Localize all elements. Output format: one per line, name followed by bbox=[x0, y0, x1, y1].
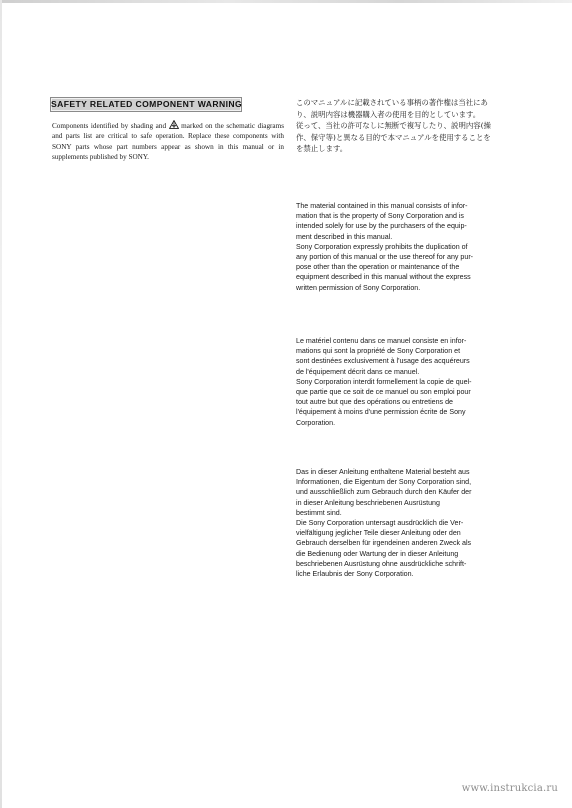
ground-warning-icon bbox=[169, 120, 179, 129]
japanese-line: このマニュアルに記載されている事柄の著作権は当社にあ bbox=[296, 98, 488, 107]
french-copyright-notice bbox=[296, 336, 528, 428]
french-line: que partie que ce soit de ce manuel ou son emploi pour bbox=[296, 388, 471, 397]
english-line: ment described in this manual. bbox=[296, 232, 393, 241]
english-line: written permission of Sony Corporation. bbox=[296, 283, 421, 292]
french-line: Le matériel contenu dans ce manuel consiste en infor- bbox=[296, 337, 467, 345]
german-line: Informationen, die Eigentum der Sony Corporation sind, bbox=[296, 478, 472, 487]
english-line: any portion of this manual or the use thereof for any pur- bbox=[296, 253, 474, 262]
french-line: sont destinées exclusivement à l'usage des acquéreurs bbox=[296, 357, 470, 366]
german-line: beschriebenen Ausrüstung ohne ausdrückliche schrift- bbox=[296, 559, 467, 568]
german-copyright-notice bbox=[296, 467, 528, 579]
english-line: intended solely for use by the purchasers of the equip- bbox=[296, 222, 467, 231]
english-line: mation that is the property of Sony Corporation and is bbox=[296, 212, 464, 221]
french-line: l'équipement à moins d'une permission écrite de Sony bbox=[296, 408, 466, 417]
safety-warning-text bbox=[52, 120, 284, 163]
japanese-line: 従って、当社の許可なしに無断で複写したり、説明内容(操 bbox=[296, 121, 491, 131]
german-line: bestimmt sind. bbox=[296, 508, 342, 517]
german-line: vielfältigung jeglicher Teile dieser Anleitung oder den bbox=[296, 529, 461, 538]
german-line: die Bedienung oder Wartung der in dieser Anleitung bbox=[296, 549, 459, 558]
french-line: mations qui sont la propriété de Sony Corporation et bbox=[296, 347, 461, 356]
french-line: tout autre but que des opérations ou entretiens de bbox=[296, 398, 453, 407]
japanese-line: 作、保守等)と異なる目的で本マニュアルを使用することを bbox=[296, 132, 491, 142]
safety-warning-label: SAFETY RELATED COMPONENT WARNING bbox=[50, 97, 242, 112]
english-line: The material contained in this manual consists of infor- bbox=[296, 202, 468, 210]
french-line: Corporation. bbox=[296, 418, 336, 427]
german-line: Das in dieser Anleitung enthaltene Material besteht aus bbox=[296, 468, 470, 476]
warning-text-before-icon: Components identified by shading and bbox=[52, 122, 167, 130]
watermark-url: www.instrukcia.ru bbox=[461, 783, 558, 794]
japanese-line: を禁止します。 bbox=[296, 144, 348, 154]
scan-left-edge bbox=[0, 0, 2, 808]
french-line: Sony Corporation interdit formellement la copie de quel- bbox=[296, 377, 472, 386]
scan-top-edge bbox=[0, 0, 572, 3]
german-line: Die Sony Corporation untersagt ausdrücklich die Ver- bbox=[296, 519, 464, 528]
french-line: de l'équipement décrit dans ce manuel. bbox=[296, 367, 420, 376]
german-line: Gebrauch derselben für irgendeinen anderen Zweck als bbox=[296, 539, 472, 548]
english-line: Sony Corporation expressly prohibits the duplication of bbox=[296, 242, 468, 251]
japanese-line: り、説明内容は機器購入者の使用を目的としています。 bbox=[296, 109, 481, 119]
japanese-copyright-notice bbox=[296, 97, 526, 155]
german-line: in dieser Anleitung beschriebenen Ausrüstung bbox=[296, 498, 440, 507]
english-line: equipment described in this manual without the express bbox=[296, 273, 471, 282]
german-line: und ausschließlich zum Gebrauch durch den Käufer der bbox=[296, 488, 472, 497]
warning-text-after-icon: marked on the schematic diagrams and parts list are critical to safe operation. Replace these components with SONY parts whose part numbers appear as shown in this manual or in supplements published by SONY. bbox=[52, 122, 285, 162]
english-copyright-notice bbox=[296, 201, 528, 293]
german-line: liche Erlaubnis der Sony Corporation. bbox=[296, 570, 414, 579]
english-line: pose other than the operation or maintenance of the bbox=[296, 263, 460, 272]
